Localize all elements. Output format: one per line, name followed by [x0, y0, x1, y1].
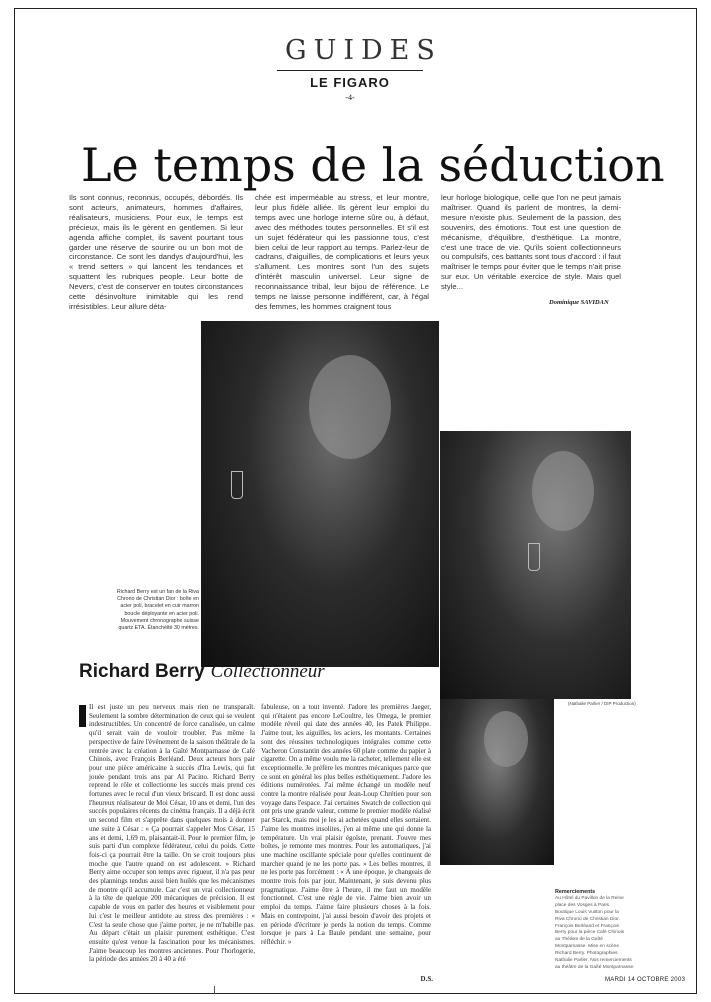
fold-mark [214, 986, 215, 994]
photo-richard-berry-main [201, 321, 439, 667]
feature-byline [79, 661, 325, 683]
photo-credit: (Nathalie Parlier / DIP Production) [568, 701, 636, 706]
thanks-box: Remerciements Au Hôtel du Pavillon de la Reine place des Vosges à Paris. Boutique Louis Vuitton pour la Riva Chrono de Christian Dior. François Berléand et François Berry pour la pièce Café Chinois au Théâtre de la Gaîté Montparnasse. Mise en scène Richard Berry. Photographies Nathalie Parlier. Nos remerciements au théâtre de la Gaîté Montparnasse. [555, 889, 635, 970]
photo-caption: Richard Berry est un fan de la Riva Chrono de Christian Dior : boîte en acier poli, bracelet en cuir marron boucle déployante en acier poli. Mouvement chronographe suisse quartz ETA. Étanchéité 30 mètres. [116, 589, 199, 632]
intro-column-1: Ils sont connus, reconnus, occupés, débordés. Ils sont acteurs, animateurs, hommes d'affaires, réalisateurs, musiciens. Pour eux, le temps est précieux, mais ils le gèrent en gentlemen. Si leur agenda affiche complet, ils savent pourtant tous garder une réserve de sourire ou un bon mot de circonstance. Ce sont les dandys d'aujourd'hui, les « trend setters » qui lancent les tendances et squattent les rubriques people. Leur botte de Nevers, c'est de conserver en toutes circonstances cette désinvolture inimitable qui les rend irrésistibles. Leur allure déta- [69, 193, 243, 311]
drop-cap-mark [79, 705, 86, 727]
issue-date: MARDI 14 OCTOBRE 2003 [605, 977, 686, 983]
masthead-rule [277, 70, 423, 71]
article-column-2: fabuleuse, on a tout inventé. J'adore les premières Jaeger, qui n'étaient pas encore LeCoultre, les Omega, le premier modèle réveil qui date des années 40, les Patek Philippe. J'aime tout, les aiguilles, les aciers, les montants. Certaines sont des réussites technologiques intégrales comme cette Vacheron Constantin des années 60 plate comme du papier à cigarette. On a même voulu me la racheter, tellement elle est exceptionnelle. Je préfère les montres mécaniques parce que ce sont en général les plus belles esthétiquement. J'adore les éditions numérotées. J'ai même échangé un modèle neuf contre la montre réalisée pour Jean-Loup Chrétien pour son voyage dans l'espace. J'ai certaines Swatch de collection qui ont pris une grande valeur, comme le premier modèle réalisé par Starck, mais moi je les ai achetées quand elles sortaient. J'aime les montres insolites, j'en ai même une qui donne la température. Un vrai plaisir égoïste, prenant. J'ouvre mes boîtes, je remonte mes montres. Pour les automatiques, j'ai une machine oscillante spéciale pour qu'elles continuent de marcher quand je ne les porte pas. » Les belles montres, il ne les porte pas forcément : « À une époque, je changeais de montre trois fois par jour. Maintenant, je suis devenu plus pragmatique. J'aime être à l'heure, il me faut un modèle fonctionnel. C'est une règle de vie. J'aime bien avoir un emploi du temps. J'aime faire plusieurs choses à la fois. Mais en contrepoint, j'ai aussi besoin d'avoir des projets et en période d'écriture je perds la notion du temps. Comme lorsque je pars à La Baule pendant une semaine, pour réfléchir. » [261, 703, 431, 946]
article-column-1: Il est juste un peu nerveux mais rien ne transparaît. Seulement la sombre détermination de ceux qui se veulent indestructibles. Un concentré de force canalisée, un calme qu'il serait vain de vouloir troubler. Pas même la perspective de faire l'événement de la saison théâtrale de la rentrée avec la création à la Gaîté Montparnasse de Café Chinois, avec François Berléand. Deux acteurs hors pair pour une pièce américaine à succès d'Ira Lewis, qui fut jouée pendant trois ans par Al Pacino. Richard Berry reprend le rôle et collectionne les succès mais prend ces fortunes avec le recul d'un vieux briscard. Il est donc aussi l'heureux réalisateur de Moi César, 10 ans et demi, l'un des succès populaires récents du cinéma français. Il a déjà écrit un second film et s'apprête dans quelques mois à donner une suite à César : « Ça pourrait s'appeler Mos César, 15 ans et demi, 1,69 m, plaisantait-il. Pour le premier film, je suis parti d'un complexe fédérateur, celui du poids. Cette fois-ci ça pourrait être la taille. On se croit toujours plus moche que l'autre quand on est adolescent. » Richard Berry aime occuper son temps avec rigueur, il n'a pas peur des plannings tendus aussi bien huilés que les mécanismes de montre qu'il accumule. Car c'est un vrai collectionneur à la tête de quelque 200 mécaniques de précision. Il est capable de vous en parler des heures et visiblement pour lui c'est le meilleur antidote au stress des premières : « C'est la seule chose que j'aime porter, je ne m'habille pas. Au départ c'était un plaisir purement esthétique. C'est ensuite qu'est venue la fascination pour les mécanismes. J'aime beaucoup les montres anciennes. Pour l'horlogerie, la période des années 20 à 40 a été [89, 703, 255, 964]
intro-column-2: chée est imperméable au stress, et leur montre, leur plus fidèle alliée. Ils gèrent leur emploi du temps avec une horloge interne sûre ou, à défaut, avec des méthodes toutes personnelles. Et s'il est un sujet fédérateur qui les passionne tous, c'est bien celui de leur rapport au temps. Parlez-leur de cadrans, d'aiguilles, de complications et leurs yeux s'allument. Les montres sont l'un des sujets d'intérêt masculin universel. Leur signe de reconnaissance tribal, leur bijou de référence. Le temps ne laisse personne indifférent, car, à l'égal des femmes, les hommes craignent tous [255, 193, 429, 311]
intro-column-3: leur horloge biologique, celle que l'on ne peut jamais maîtriser. Quand ils parlent de montres, la demi-mesure n'existe plus. Seulement de la passion, des souvenirs, des émotions. Tout est une question de mécanisme, d'équilibre, d'esthétique. La montre, c'est une trace de vie. Qu'ils soient collectionneurs ou compulsifs, ces battants sont tous d'accord : il faut maîtriser le temps pour éviter que le temps n'ait prise sur eux. Un véritable exercice de style. Mais quel style... [441, 193, 621, 292]
intro-signature: Dominique SAVIDAN [549, 299, 609, 306]
feature-role: Collectionneur [210, 661, 325, 682]
guides-title: GUIDES [285, 35, 442, 66]
article-initials: D.S. [420, 975, 433, 983]
newspaper-page [14, 8, 697, 994]
photo-richard-berry-drinking [440, 699, 554, 865]
feature-name: Richard Berry [79, 661, 205, 682]
page-number: -4- [345, 93, 355, 102]
photo-richard-berry-glass [440, 431, 631, 699]
le-figaro-logo: LE FIGARO [310, 75, 390, 90]
headline: Le temps de la séduction [81, 138, 665, 192]
